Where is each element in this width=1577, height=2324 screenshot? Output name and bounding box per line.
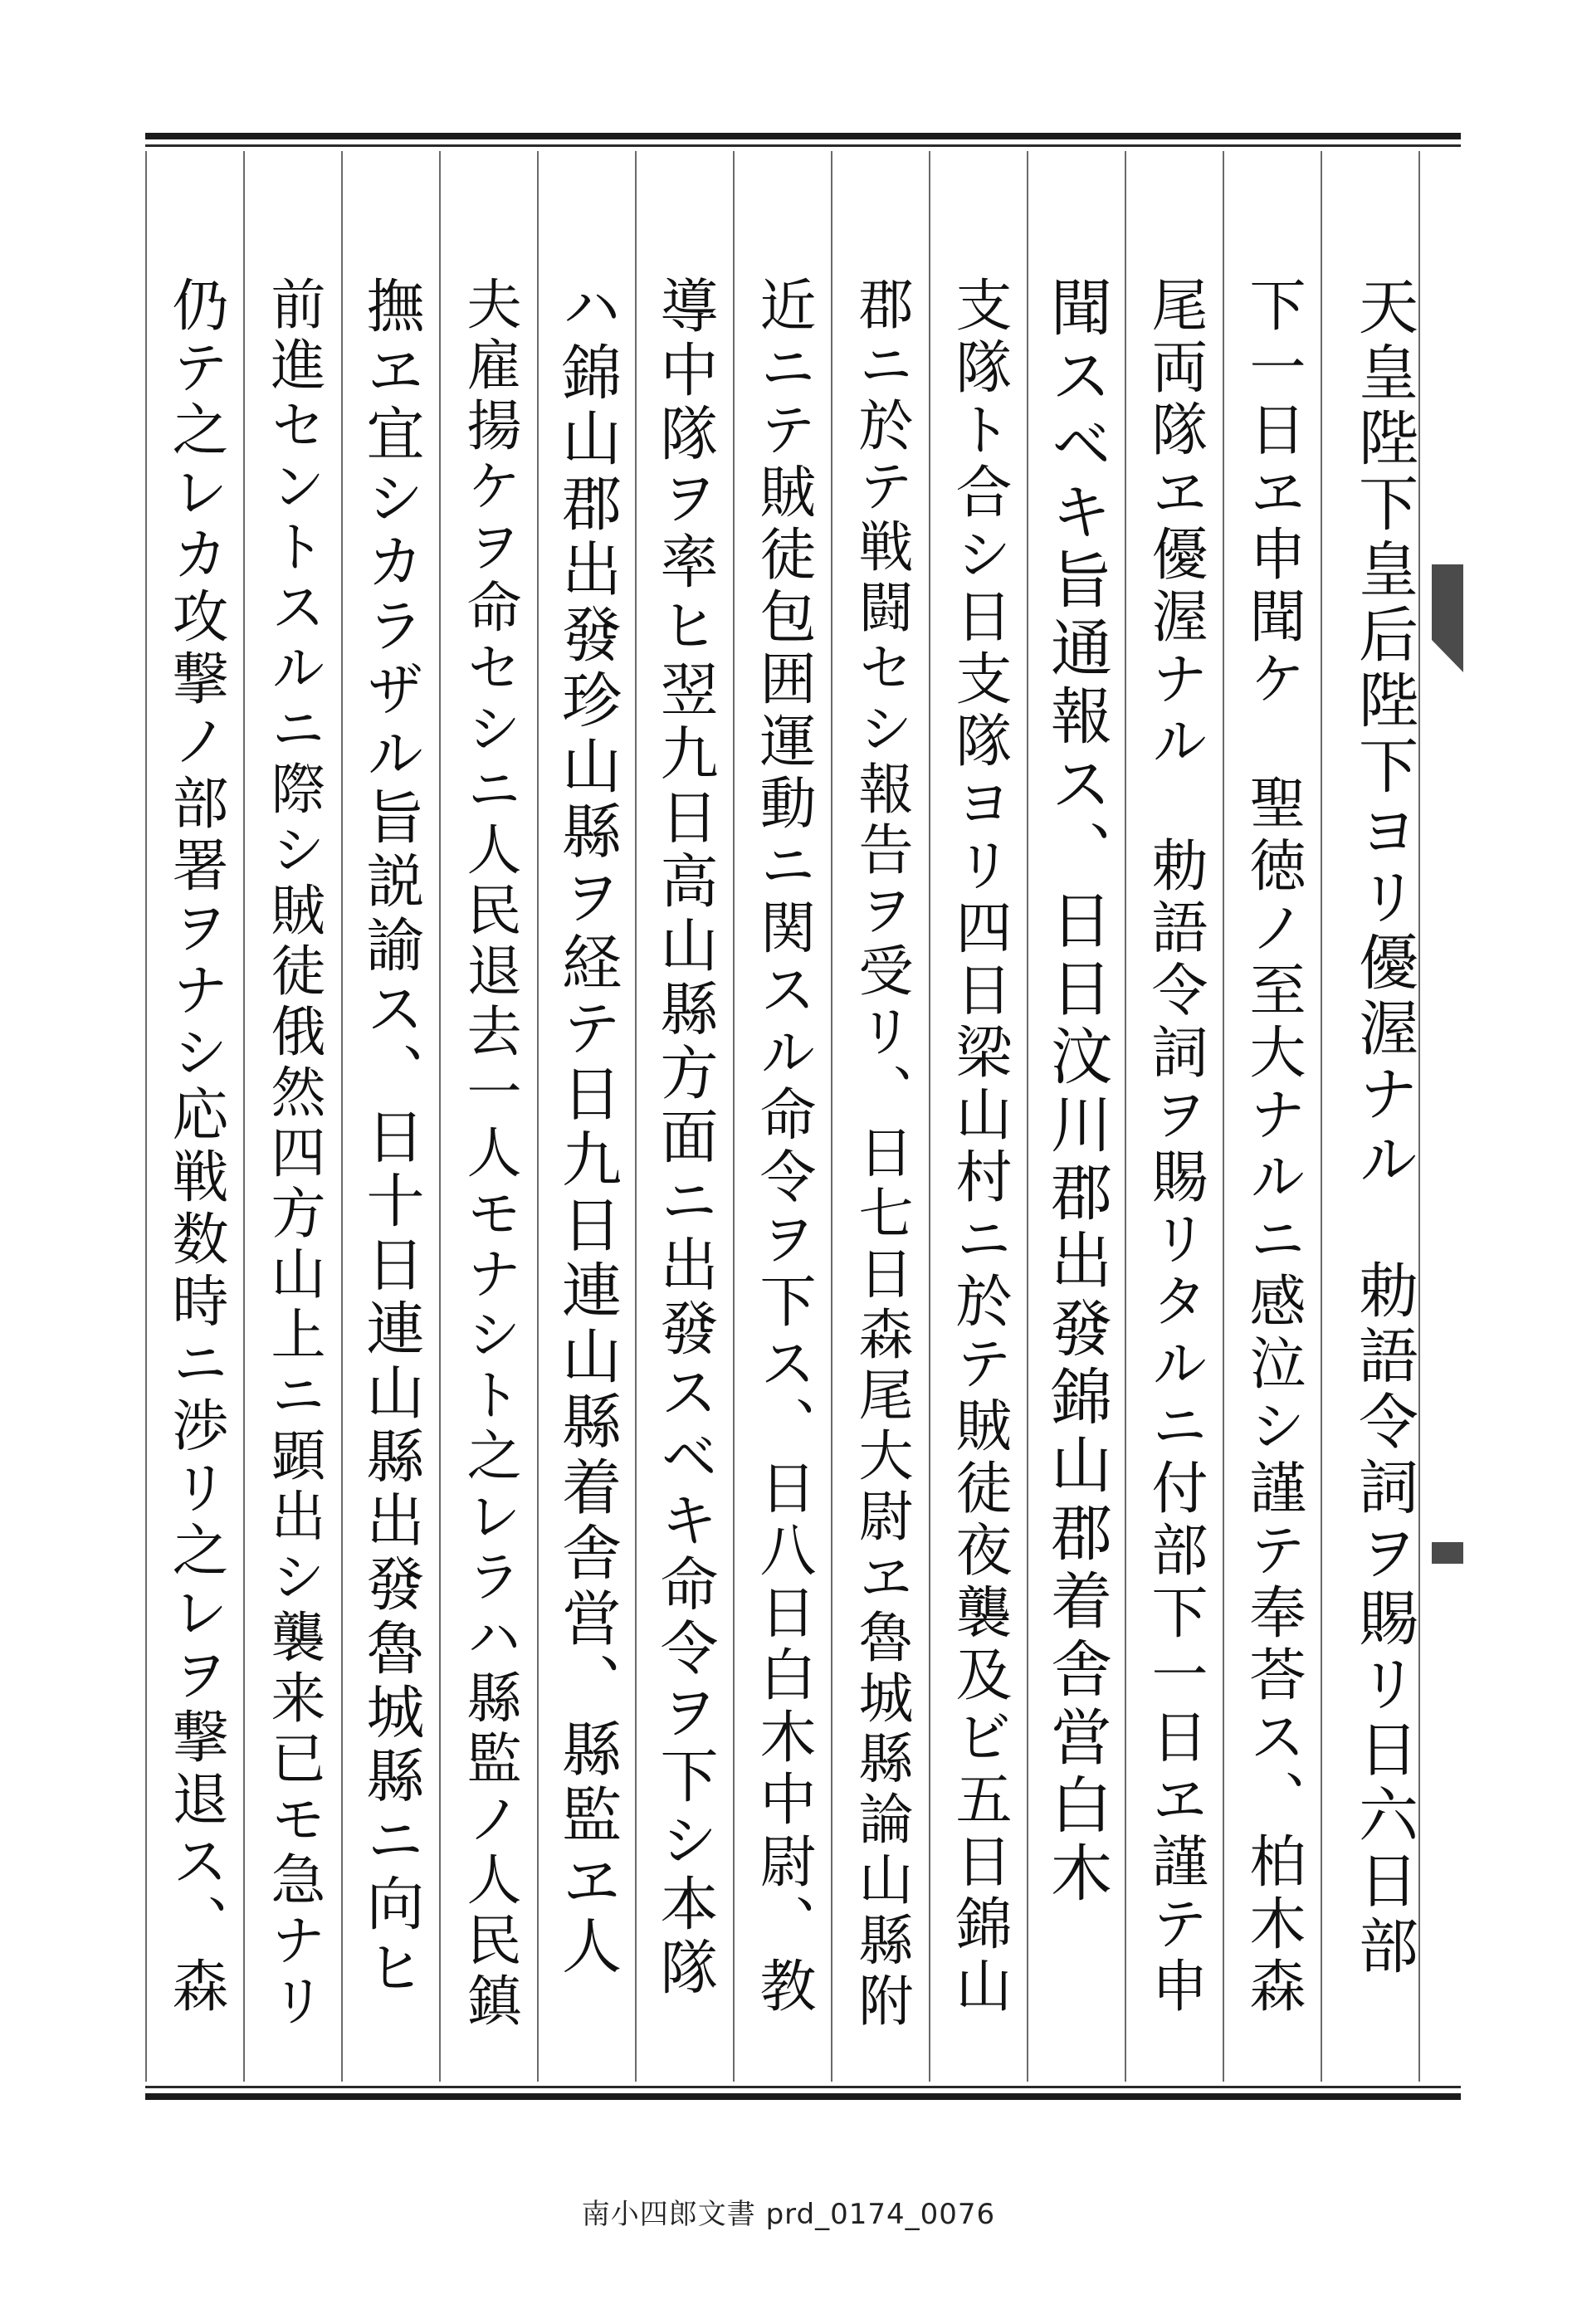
text-column-8 [635,151,733,2082]
column-text: 下一日ヱ申聞ケ 聖徳ノ至大ナルニ感泣シ謹テ奉荅ス、柏木森 [1240,276,1306,2019]
document-caption: 南小四郎文書 prd_0174_0076 [581,2198,996,2231]
text-column-6 [831,151,929,2082]
text-column-12 [243,151,341,2082]
page-edge-small-marker [1432,1542,1463,1564]
text-column-7 [733,151,831,2082]
bottom-border-rule [145,2093,1461,2100]
column-text: 導中隊ヲ率ヒ翌九日高山縣方面ニ出發スベキ命令ヲ下シ本隊 [651,276,719,2001]
text-column-4 [1027,151,1125,2082]
column-text: 夫雇揚ケヲ命セシニ人民退去一人モナシト之レラハ縣監ノ人民鎮 [457,276,521,2033]
column-text: 前進セントスルニ際シ賊徒俄然四方山上ニ顕出シ襲来已モ急ナリ [261,276,325,2033]
text-column-11 [341,151,439,2082]
column-text: ハ錦山郡出發珍山縣ヲ経テ日九日連山縣着舎営、縣監ヱ人 [552,276,622,1980]
text-column-1 [1321,151,1418,2082]
text-column-13 [145,151,243,2082]
column-text: 支隊ト合シ日支隊ヨリ四日梁山村ニ於テ賊徒夜襲及ビ五日錦山 [946,276,1012,2019]
text-column-2 [1223,151,1321,2082]
column-text: 尾両隊ヱ優渥ナル 勅語令詞ヲ賜リタルニ付部下一日ヱ謹テ申 [1142,276,1208,2019]
column-text: 仍テ之レカ攻撃ノ部署ヲナシ応戦数時ニ渉リ之レヲ撃退ス、森 [163,276,228,2019]
text-column-9 [537,151,635,2082]
bottom-border-thin-rule [145,2086,1461,2088]
text-columns [145,151,1461,2082]
column-text: 聞スベキ旨通報ス、日日汶川郡出發錦山郡着舎営白木 [1041,276,1112,1909]
column-text: 撫ヱ宜シカラザル旨説諭ス、日十日連山縣出發魯城縣ニ向ヒ [357,276,425,2001]
top-border-rule [145,133,1461,142]
text-column-5 [929,151,1027,2082]
column-text: 天皇陛下皇后陛下ヨリ優渥ナル 勅語令詞ヲ賜リ日六日部 [1349,276,1418,1980]
column-text: 郡ニ於テ戦闘セシ報告ヲ受リ、日七日森尾大尉ヱ魯城縣論山縣附 [849,276,913,2033]
text-column-10 [439,151,537,2082]
text-column-3 [1125,151,1223,2082]
column-text: 近ニテ賊徒包囲運動ニ関スル命令ヲ下ス、日八日白木中尉、教 [750,276,816,2019]
right-margin-column [1418,151,1461,2082]
manuscript-frame [145,133,1461,2100]
top-border-thin-rule [145,144,1461,147]
